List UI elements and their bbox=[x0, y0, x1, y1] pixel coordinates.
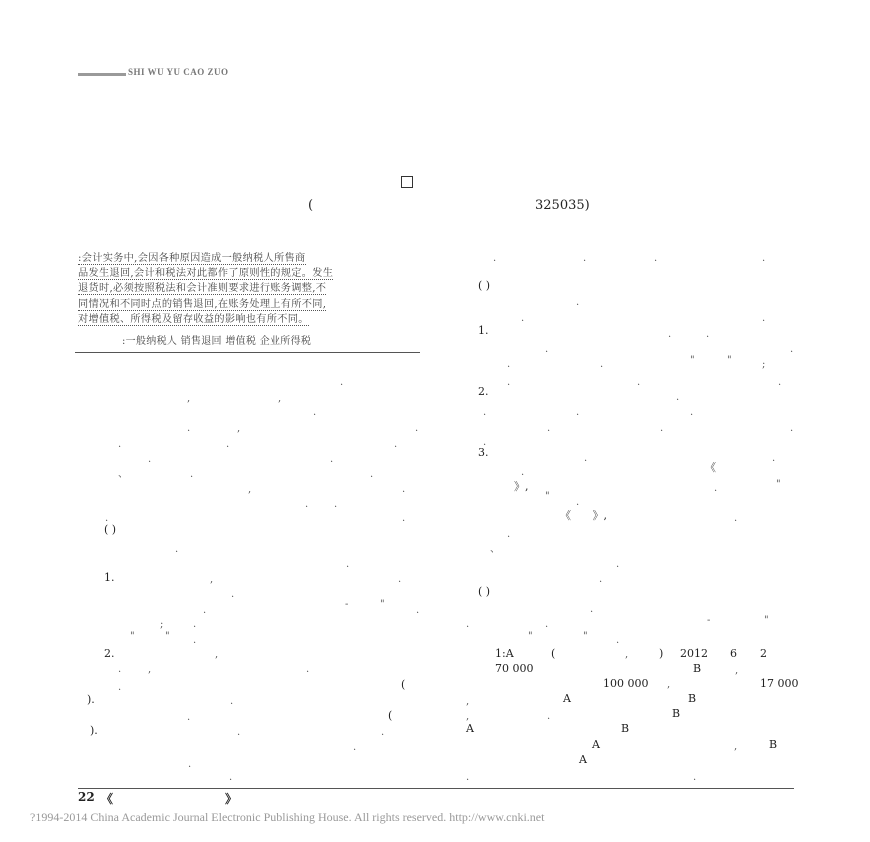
affiliation-postcode: 325035) bbox=[535, 198, 590, 213]
left-section-paren: ( ) bbox=[104, 523, 117, 536]
amount-70000: 70 000 bbox=[495, 662, 534, 675]
example-label: 1:A bbox=[495, 647, 514, 660]
right-section-paren: ( ) bbox=[478, 585, 491, 598]
left-item-1: 1. bbox=[104, 571, 115, 584]
company-b: B bbox=[621, 722, 630, 735]
right-bracket-open: 《 bbox=[705, 461, 716, 474]
right-section-paren: ( ) bbox=[478, 279, 491, 292]
abstract-line: :会计实务中,会因各种原因造成一般纳税人所售商 bbox=[78, 253, 306, 264]
abstract-line: 同情况和不同时点的销售退回,在账务处理上有所不同, bbox=[78, 298, 327, 310]
company-b: B bbox=[672, 707, 681, 720]
abstract-line: 品发生退回,会计和税法对此都作了原则性的规定。发生 bbox=[78, 268, 334, 280]
header-rule bbox=[78, 73, 126, 76]
keywords: :一般纳税人 销售退回 增值税 企业所得税 bbox=[122, 336, 312, 347]
right-item-2: 2. bbox=[478, 385, 489, 398]
left-paren-close: ). bbox=[90, 724, 98, 737]
page-number: 22 bbox=[78, 790, 95, 804]
right-bracket-close: 》, bbox=[514, 480, 529, 493]
right-bracket-pair: 《 》, bbox=[560, 509, 607, 522]
company-b: B bbox=[769, 738, 778, 751]
abstract bbox=[78, 251, 420, 327]
abstract-line: 退货时,必须按照税法和会计准则要求进行账务调整,不 bbox=[78, 283, 327, 295]
left-paren-close: ). bbox=[87, 693, 95, 706]
company-a: A bbox=[466, 722, 474, 735]
example-paren-open: ( bbox=[551, 647, 556, 660]
affiliation-open-paren: ( bbox=[308, 198, 314, 213]
right-item-1: 1. bbox=[478, 324, 489, 337]
example-day: 2 bbox=[760, 647, 767, 660]
company-a: A bbox=[563, 692, 571, 705]
left-paren-open: ( bbox=[388, 709, 393, 722]
copyright-notice: ?1994-2014 China Academic Journal Electronic Publishing House. All rights reserved. http://www.cnki.net bbox=[30, 810, 545, 824]
footer-open-mark: 《 bbox=[101, 792, 114, 806]
left-item-2: 2. bbox=[104, 647, 115, 660]
right-item-3: 3. bbox=[478, 446, 489, 459]
example-year: 2012 bbox=[680, 647, 708, 660]
abstract-rule bbox=[75, 352, 420, 353]
amount-17000: 17 000 bbox=[760, 677, 799, 690]
example-month: 6 bbox=[730, 647, 737, 660]
amount-100000: 100 000 bbox=[603, 677, 649, 690]
left-paren-open: ( bbox=[401, 678, 406, 691]
company-b: B bbox=[693, 662, 702, 675]
example-paren-close: ) bbox=[659, 647, 664, 660]
company-a: A bbox=[579, 753, 587, 766]
abstract-line: 对增值税、所得税及留存收益的影响也有所不同。 bbox=[78, 313, 309, 325]
footer-rule bbox=[78, 788, 794, 789]
title-glyph-box bbox=[401, 176, 413, 188]
company-a: A bbox=[592, 738, 600, 751]
running-header: SHI WU YU CAO ZUO bbox=[128, 67, 229, 77]
footer-close-mark: 》 bbox=[225, 792, 238, 806]
company-b: B bbox=[688, 692, 697, 705]
